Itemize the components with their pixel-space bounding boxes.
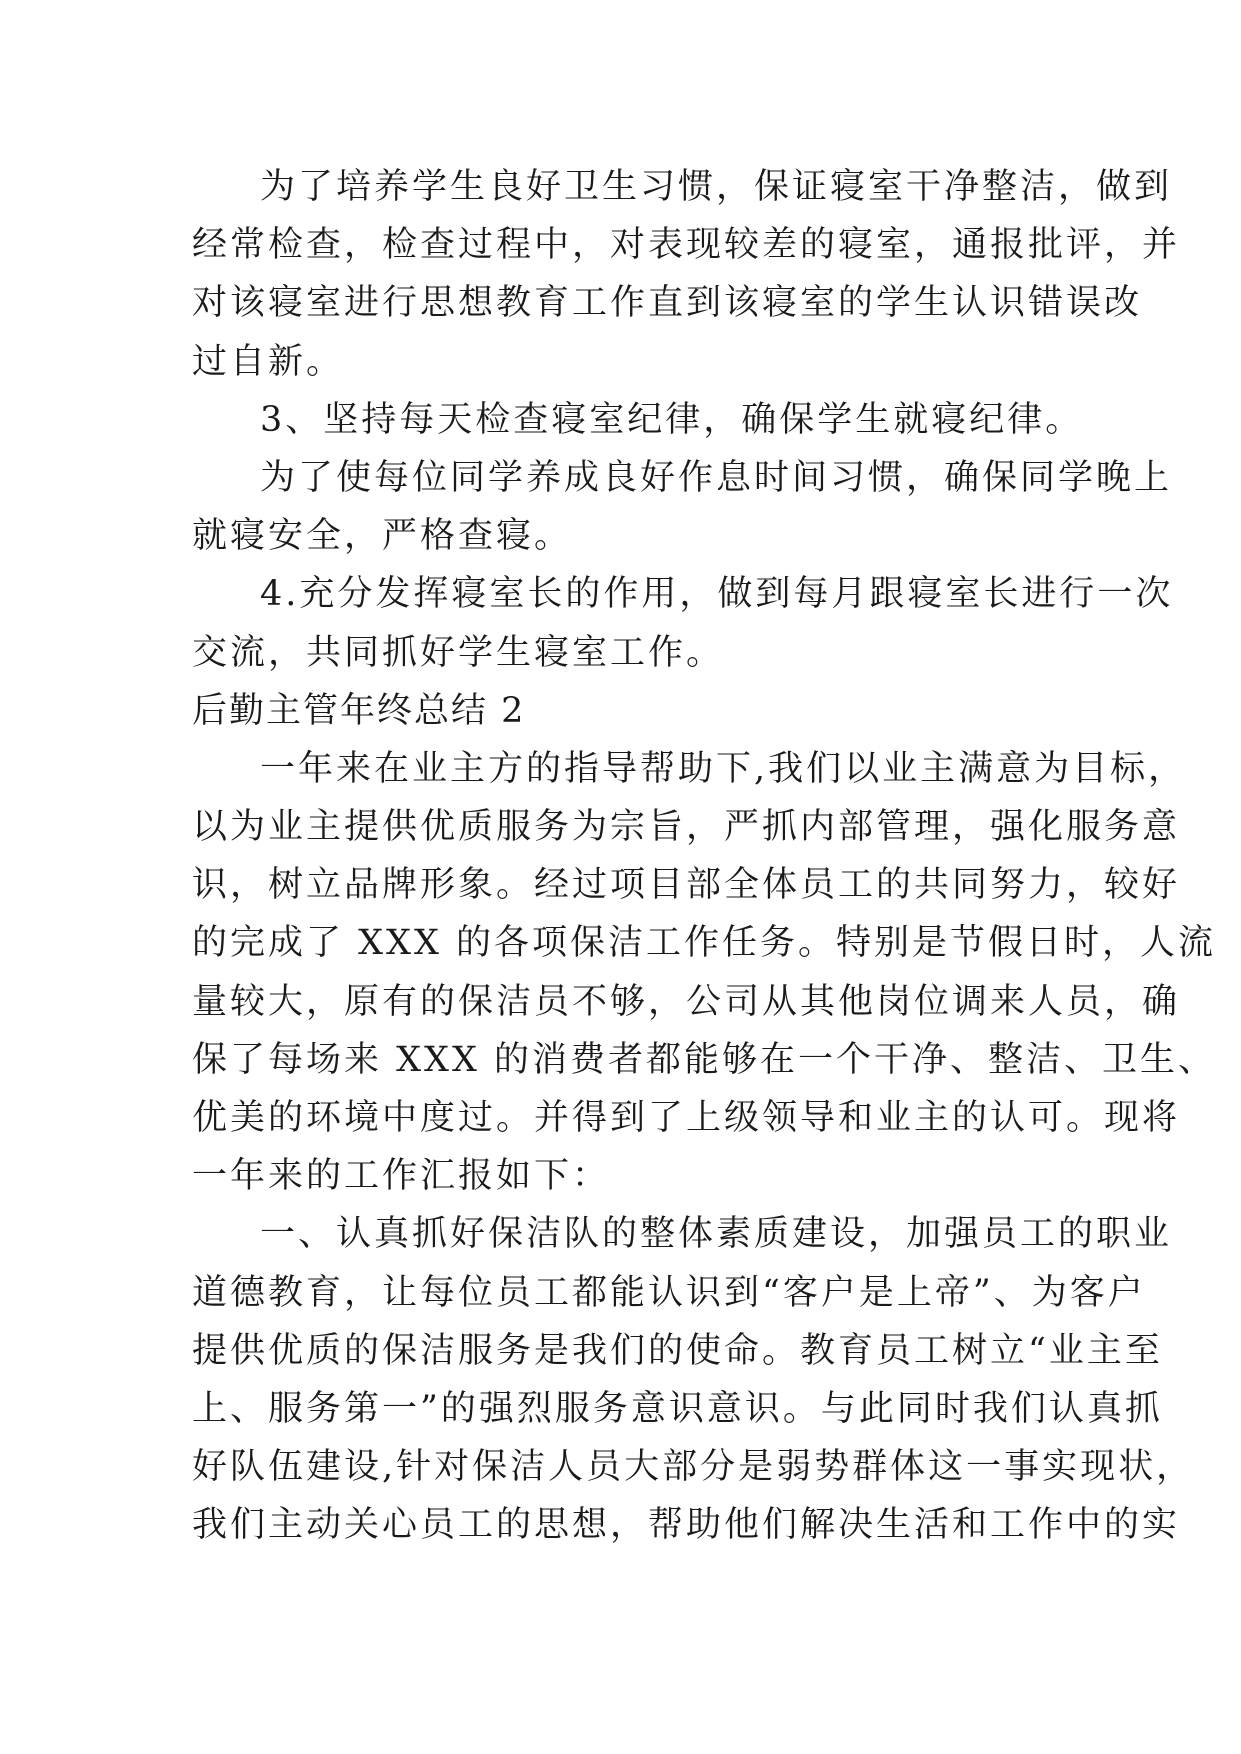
paragraph-line: 量较大，原有的保洁员不够，公司从其他岗位调来人员，确 — [192, 981, 1181, 1022]
section-heading: 后勤主管年终总结 2 — [192, 690, 526, 731]
paragraph-line: 的完成了 XXX 的各项保洁工作任务。特别是节假日时，人流 — [192, 923, 1217, 964]
paragraph-line: 为了使每位同学养成良好作息时间习惯，确保同学晚上 — [260, 457, 1173, 498]
list-item-line: 3、坚持每天检查寝室纪律，确保学生就寝纪律。 — [260, 399, 1084, 440]
paragraph-line: 过自新。 — [192, 341, 345, 382]
paragraph-line: 为了培养学生良好卫生习惯，保证寝室干净整洁，做到 — [260, 167, 1173, 207]
paragraph-line: 对该寝室进行思想教育工作直到该寝室的学生认识错误改 — [192, 283, 1143, 324]
paragraph-line: 一年来的工作汇报如下： — [192, 1156, 611, 1197]
paragraph-line: 经常检查，检查过程中，对表现较差的寝室，通报批评，并 — [192, 225, 1181, 266]
paragraph-line: 提供优质的保洁服务是我们的使命。教育员工树立“业主至 — [192, 1330, 1163, 1371]
paragraph-line: 道德教育，让每位员工都能认识到“客户是上帝”、为客户 — [192, 1272, 1146, 1313]
paragraph-line: 好队伍建设,针对保洁人员大部分是弱势群体这一事实现状， — [192, 1447, 1195, 1488]
paragraph-line: 就寝安全，严格查寝。 — [192, 516, 573, 557]
document-body — [192, 158, 1217, 1555]
list-item-line: 一、认真抓好保洁队的整体素质建设，加强员工的职业 — [260, 1214, 1173, 1255]
paragraph-line: 交流，共同抓好学生寝室工作。 — [192, 632, 725, 673]
paragraph-line: 上、服务第一”的强烈服务意识意识。与此同时我们认真抓 — [192, 1388, 1163, 1429]
paragraph-line: 以为业主提供优质服务为宗旨，严抓内部管理，强化服务意 — [192, 807, 1181, 848]
paragraph-line: 优美的环境中度过。并得到了上级领导和业主的认可。现将 — [192, 1098, 1181, 1138]
list-item-line: 4.充分发挥寝室长的作用，做到每月跟寝室长进行一次 — [260, 574, 1174, 615]
paragraph-line: 保了每场来 XXX 的消费者都能够在一个干净、整洁、卫生、 — [192, 1039, 1217, 1080]
paragraph-line: 我们主动关心员工的思想，帮助他们解决生活和工作中的实 — [192, 1505, 1181, 1546]
paragraph-line: 识，树立品牌形象。经过项目部全体员工的共同努力，较好 — [192, 865, 1181, 906]
paragraph-line: 一年来在业主方的指导帮助下,我们以业主满意为目标， — [260, 748, 1187, 789]
